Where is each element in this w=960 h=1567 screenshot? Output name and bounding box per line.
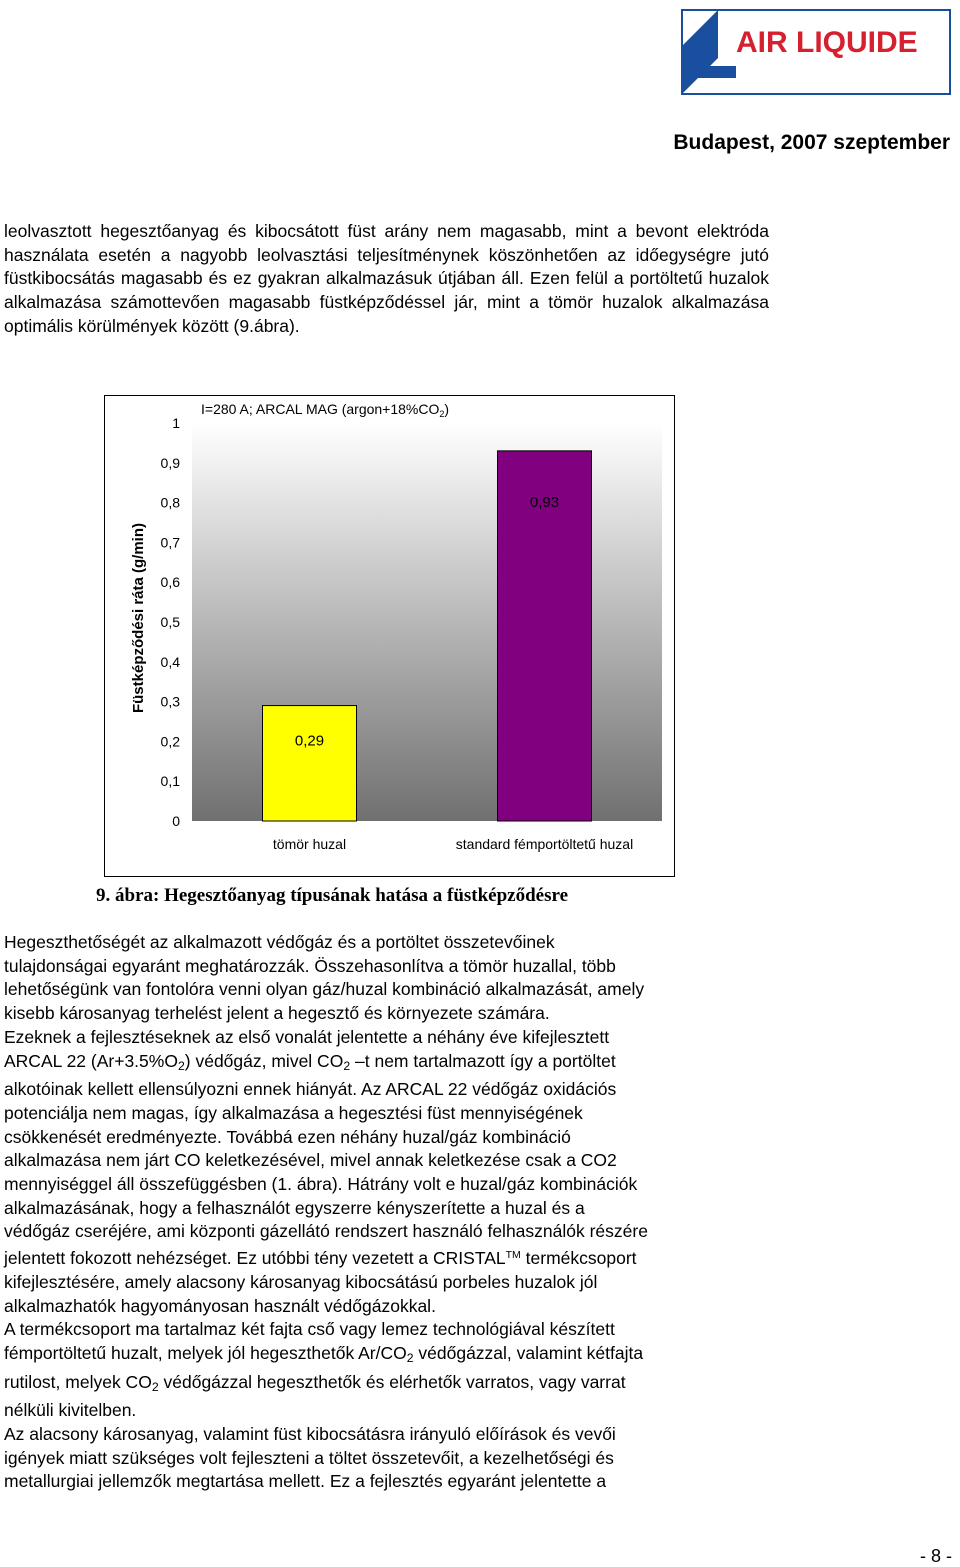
text-line: alkalmazása nem járt CO keletkezésével, mivel annak keletkezése csak a CO2 xyxy=(4,1150,617,1171)
figure-caption: 9. ábra: Hegesztőanyag típusának hatása a füstképződésre xyxy=(96,885,569,906)
y-axis-label: Füstképződési ráta (g/min) xyxy=(130,522,147,714)
text-line: védőgáz cseréjére, ami központi gázellátó rendszert használó felhasználók részére xyxy=(4,1221,648,1242)
intro-paragraph: leolvasztott hegesztőanyag és kibocsátott füst arány nem magasabb, mint a bevont elektróda használata esetén a nagyobb leolvasztási teljesítménynek köszönhetően az időegységre jutó füstkibocsátás magasabb és ez gyakran alkalmazásuk útjában áll. Ezen felül a portöltetű huzalok alkalmazása számottevően magasabb füstképződéssel jár, mint a tömör huzalok alkalmazása optimális körülmények között (9.ábra). xyxy=(4,221,769,336)
text-line: alkotóinak kellett ellensúlyozni ennek hiányát. Az ARCAL 22 védőgáz oxidációs xyxy=(4,1079,617,1100)
y-tick-label: 1 xyxy=(172,415,180,431)
y-tick-label: 0,4 xyxy=(160,653,180,670)
text-line: Az alacsony károsanyag, valamint füst kibocsátásra irányuló előírások és vevői xyxy=(4,1424,616,1445)
document-date: Budapest, 2007 szeptember xyxy=(673,131,950,154)
text-line: A termékcsoport ma tartalmaz két fajta cső vagy lemez technológiával készített xyxy=(4,1319,615,1340)
body-text xyxy=(4,931,769,1494)
y-tick-label: 0,1 xyxy=(160,773,180,790)
text-line: jelentett fokozott nehézséget. Ez utóbbi tény vezetett a CRISTAL™ termékcsoport xyxy=(4,1248,637,1269)
text-line: Ezeknek a fejlesztéseknek az első vonalát jelentette a néhány éve kifejlesztett xyxy=(4,1026,610,1047)
y-tick-label: 0,8 xyxy=(160,494,180,511)
value-label: 0,93 xyxy=(529,493,560,511)
value-label: 0,29 xyxy=(294,732,325,750)
y-tick-label: 0,9 xyxy=(160,454,180,471)
text-line: Hegeszthetőségét az alkalmazott védőgáz és a portöltet összetevőinek xyxy=(4,932,555,952)
text-line: metallurgiai jellemzők megtartása mellett. Ez a fejlesztés egyaránt jelentette a xyxy=(4,1471,607,1492)
page-number: - 8 - xyxy=(919,1546,952,1566)
text-line: lehetőségünk van fontolóra venni olyan gáz/huzal kombináció alkalmazását, amely xyxy=(4,979,645,1000)
y-tick-label: 0,6 xyxy=(160,574,180,591)
text-line: rutilost, melyek $CO_2$ védőgázzal hegeszthetők és elérhetők varratos, vagy varrat xyxy=(4,1371,626,1394)
text-line: ARCAL 22 $(Ar+3.5\%O_2)$ védőgáz, mivel $CO_2$ –t nem tartalmazott így a portöltet xyxy=(4,1050,616,1073)
category-label: tömör huzal xyxy=(272,836,347,852)
y-tick-label: 0,2 xyxy=(160,733,180,750)
y-tick-label: 0 xyxy=(172,813,180,829)
chart-title: I=280 A; ARCAL MAG $(argon+18\%CO_2)$ xyxy=(201,401,450,419)
text-line: igények miatt szükséges volt fejleszteni a töltet összetevőit, a kezelhetőségi és xyxy=(4,1447,614,1468)
y-tick-labels xyxy=(161,415,181,829)
text-line: csökkenését eredményezte. Továbbá ezen néhány huzal/gáz kombináció xyxy=(4,1126,571,1147)
chart-svg xyxy=(105,396,674,876)
text-line: nélküli kivitelben. xyxy=(4,1400,137,1421)
air-liquide-logo xyxy=(678,6,954,98)
y-tick-label: 0,7 xyxy=(160,534,180,551)
text-line: kisebb károsanyag terhelést jelent a hegesztő és környezete számára. xyxy=(4,1003,550,1024)
text-line: kifejlesztésére, amely alacsony károsanyag kibocsátású porbeles huzalok jól xyxy=(4,1271,598,1292)
y-tick-label: 0,5 xyxy=(160,614,180,630)
text-line: alkalmazhatók hagyományosan használt védőgázokkal. xyxy=(4,1295,436,1316)
bar xyxy=(263,706,357,821)
logo-text: AIR LIQUIDE xyxy=(736,26,918,59)
text-line: tulajdonságai egyaránt meghatározzák. Összehasonlítva a tömör huzallal, több xyxy=(4,955,616,976)
fume-rate-chart xyxy=(104,395,675,877)
text-line: fémportöltetű huzalt, melyek jól hegeszthetők $Ar/CO_2$ védőgázzal, valamint kétfajta xyxy=(4,1342,644,1365)
text-line: potenciálja nem magas, így alkalmazása a hegesztési füst mennyiségének xyxy=(4,1102,583,1123)
category-label: standard fémportöltetű huzal xyxy=(455,836,634,852)
category-labels xyxy=(273,836,633,852)
text-line: alkalmazásának, hogy a felhasználót egyszerre kényszerítette a huzal és a xyxy=(4,1197,585,1218)
y-tick-label: 0,3 xyxy=(160,693,180,710)
text-line: mennyiséggel áll összefüggésben (1. ábra). Hátrány volt e huzal/gáz kombinációk xyxy=(4,1174,638,1195)
